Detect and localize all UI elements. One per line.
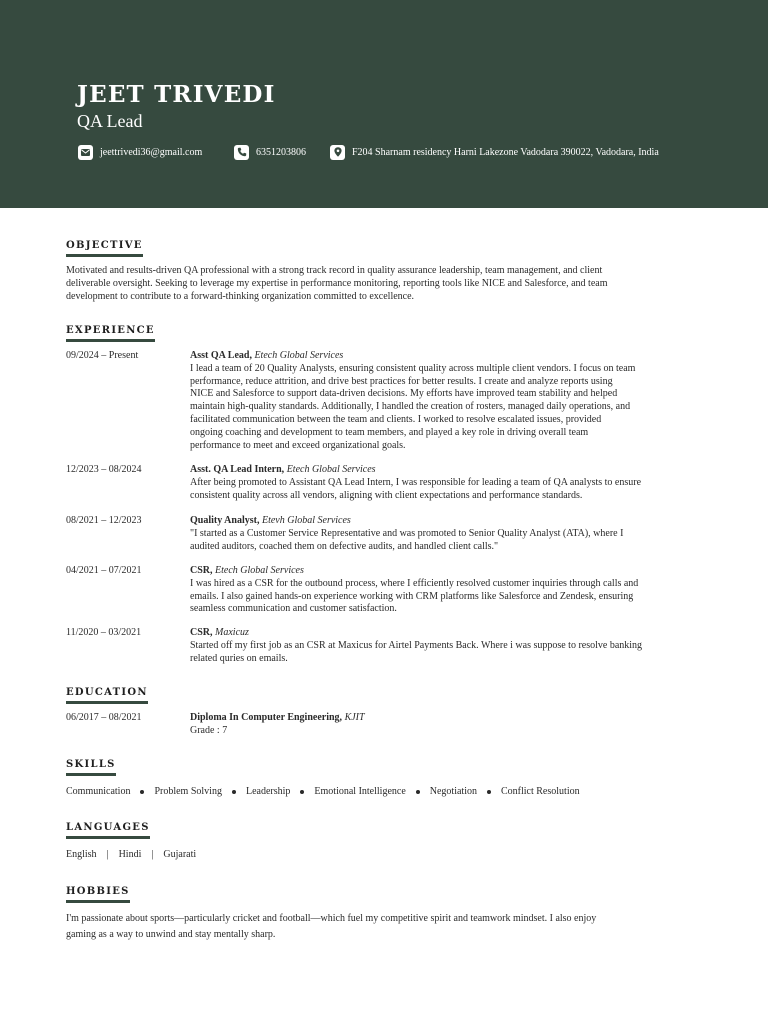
hobbies-text: [66, 911, 690, 942]
pipe-separator: |: [151, 849, 154, 860]
experience-date: 04/2021 – 07/2021: [66, 565, 142, 576]
objective-text: [66, 265, 690, 303]
experience-date: 08/2021 – 12/2023: [66, 515, 142, 526]
section-title-languages: LANGUAGES: [66, 822, 150, 839]
bullet-separator: [300, 790, 304, 794]
skill-item: Conflict Resolution: [500, 786, 580, 797]
school-name: KJIT: [344, 712, 365, 723]
skill-item: Communication: [66, 786, 131, 797]
experience-date: 11/2020 – 03/2021: [66, 627, 142, 638]
objective-line: deliverable oversight. Seeking to leverage my expertise in performance monitoring, reporting tools like NICE and Salesforce, and team: [66, 277, 608, 289]
company-name: Etevh Global Services: [261, 515, 351, 526]
skill-item: Negotiation: [429, 786, 477, 797]
address-text: F204 Sharnam residency Harni Lakezone Vadodara 390022, Vadodara, India: [352, 146, 659, 158]
language-item: Hindi: [118, 849, 142, 860]
language-item: Gujarati: [163, 849, 197, 860]
hobbies-line: gaming as a way to unwind and stay mentally sharp.: [66, 928, 276, 940]
languages-list: [66, 849, 196, 860]
description-line: emails. I also gained hands-on experience working with CRM platforms like Salesforce and Zendesk, ensuring: [190, 590, 634, 602]
bullet-separator: [487, 790, 491, 794]
bullet-separator: [416, 790, 420, 794]
experience-date: 09/2024 – Present: [66, 350, 139, 361]
experience-details: [190, 350, 704, 452]
description-line: seamless communication and customer satisfaction.: [190, 603, 397, 615]
description-line: consistent quality across all vendors, aligning with client expectations and performance standards.: [190, 489, 583, 501]
description-line: related quries on emails.: [190, 652, 288, 664]
position-title: Asst QA Lead,: [190, 350, 252, 361]
email-text: jeettrivedi36@gmail.com: [100, 146, 203, 158]
skill-item: Leadership: [245, 786, 291, 797]
location-pin-icon: [330, 145, 345, 160]
experience-details: [190, 464, 704, 502]
degree-title: Diploma In Computer Engineering,: [190, 712, 343, 723]
description-line: facilitated communication between the team and clients. I worked to resolve escalated issues, provided: [190, 413, 602, 425]
education-details: [190, 712, 704, 738]
section-title-hobbies: HOBBIES: [66, 886, 130, 903]
section-title-skills: SKILLS: [66, 759, 116, 776]
objective-line: Motivated and results-driven QA professional with a strong track record in quality assurance leadership, team management, and client: [66, 265, 603, 276]
section-title-education: EDUCATION: [66, 687, 148, 704]
skill-item: Problem Solving: [154, 786, 222, 797]
position-title: Asst. QA Lead Intern,: [190, 464, 285, 475]
description-line: "I started as a Customer Service Representative and was promoted to Senior Quality Analyst (ATA), where I: [190, 527, 624, 539]
position-title: CSR,: [190, 565, 213, 576]
grade-text: Grade : 7: [190, 724, 228, 736]
description-line: maintain high-quality standards. Additionally, I handled the creation of rosters, managed daily operations, and: [190, 401, 631, 413]
description-line: I was hired as a CSR for the outbound process, where I efficiently resolved customer inquiries through calls and: [190, 577, 639, 589]
bullet-separator: [232, 790, 236, 794]
description-line: performance to meet and exceed organizational goals.: [190, 439, 406, 451]
position-title: CSR,: [190, 627, 213, 638]
company-name: Etech Global Services: [286, 464, 376, 475]
description-line: performance, reduce attrition, and drive best practices for better results. I create and analyze reports using: [190, 375, 613, 387]
company-name: Maxicuz: [215, 627, 249, 638]
hobbies-line: I'm passionate about sports—particularly cricket and football—which fuel my competitive spirit and teamwork mindset. I also enjoy: [66, 913, 597, 924]
education-date: 06/2017 – 08/2021: [66, 712, 142, 723]
contact-address: [330, 144, 659, 160]
description-line: Started off my first job as an CSR at Maxicus for Airtel Payments Back. Where i was suppose to resolve banking: [190, 639, 643, 651]
contact-phone[interactable]: [234, 144, 306, 160]
candidate-name: JEET TRIVEDI: [77, 81, 276, 108]
contact-email[interactable]: [78, 144, 202, 160]
experience-details: [190, 515, 704, 553]
description-line: I lead a team of 20 Quality Analysts, ensuring consistent quality across multiple client vendors. I focus on team: [190, 362, 636, 374]
pipe-separator: |: [106, 849, 109, 860]
section-title-experience: EXPERIENCE: [66, 325, 155, 342]
resume-header: [0, 0, 768, 208]
skill-item: Emotional Intelligence: [314, 786, 406, 797]
envelope-icon: [78, 145, 93, 160]
description-line: ongoing coaching and development to team members, and played a key role in driving overall team: [190, 426, 589, 438]
section-title-objective: OBJECTIVE: [66, 240, 143, 257]
skills-list: [66, 786, 580, 797]
candidate-role: QA Lead: [77, 111, 143, 131]
experience-date: 12/2023 – 08/2024: [66, 464, 142, 475]
company-name: Etech Global Services: [254, 350, 344, 361]
description-line: After being promoted to Assistant QA Lead Intern, I was responsible for leading a team of QA analysts to ensure: [190, 476, 642, 488]
description-line: NICE and Salesforce to support data-driven decisions. My efforts have improved team stability and helped: [190, 388, 618, 400]
description-line: audited auditors, coached them on defective audits, and handled client calls.": [190, 540, 499, 552]
company-name: Etech Global Services: [215, 565, 304, 576]
bullet-separator: [140, 790, 144, 794]
phone-text: 6351203806: [256, 146, 306, 158]
experience-details: [190, 627, 704, 665]
experience-details: [190, 565, 704, 616]
position-title: Quality Analyst,: [190, 515, 260, 526]
phone-icon: [234, 145, 249, 160]
objective-line: development to contribute to a forward-thinking organization committed to excellence.: [66, 290, 415, 302]
language-item: English: [66, 849, 97, 860]
